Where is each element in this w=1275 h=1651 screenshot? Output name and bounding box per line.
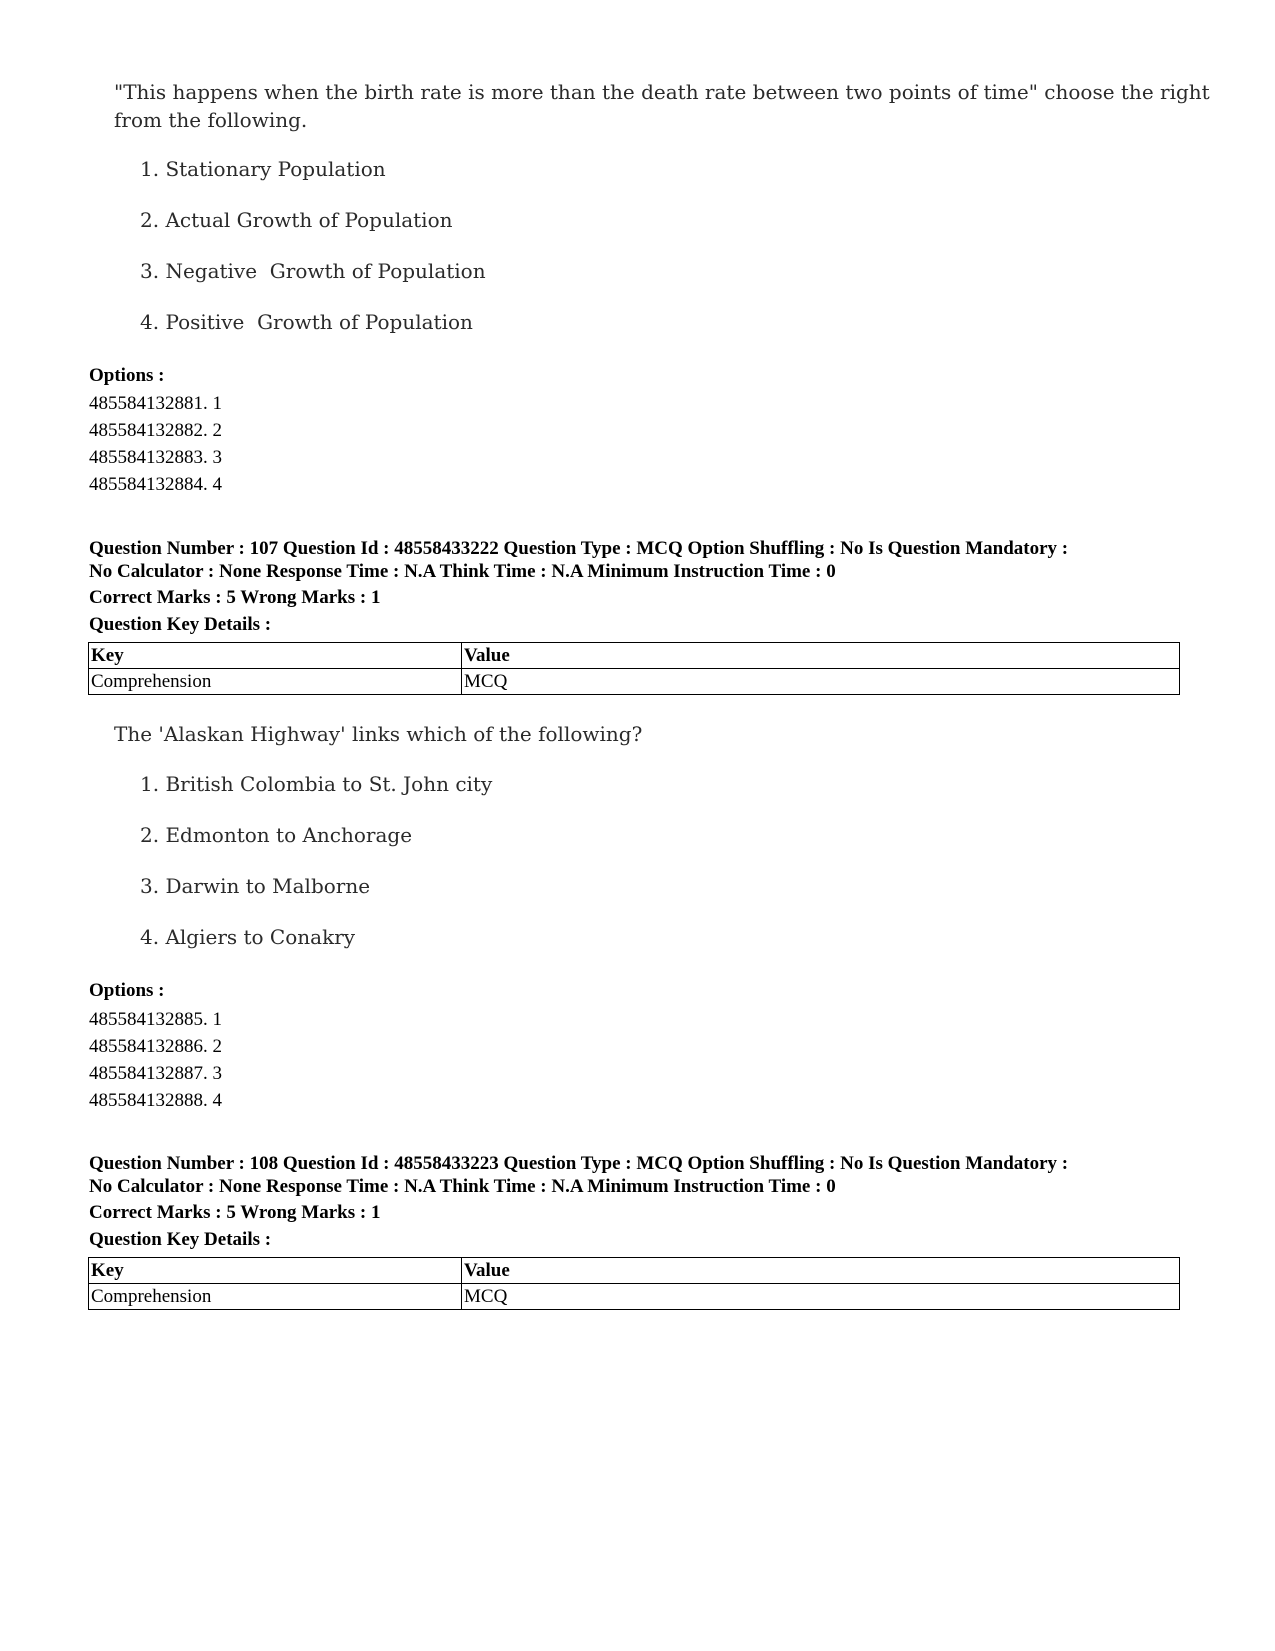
answer-choice: 1. Stationary Population: [140, 157, 386, 181]
option-item: 485584132885. 1: [89, 1009, 222, 1030]
key-details-table: [88, 1257, 1180, 1310]
answer-choice: 3. Negative Growth of Population: [140, 259, 486, 283]
answer-choice: 4. Positive Growth of Population: [140, 310, 473, 334]
table-cell: MCQ: [462, 669, 1180, 695]
question-meta: [89, 537, 1068, 583]
question-prompt-line: "This happens when the birth rate is more than the death rate between two points of time" choose the right: [114, 80, 1210, 104]
answer-choice: 3. Darwin to Malborne: [140, 874, 371, 898]
table-header-cell: Key: [89, 643, 462, 669]
table-row: [89, 1284, 1180, 1310]
option-item: 485584132882. 2: [89, 420, 222, 441]
key-details-heading: Question Key Details :: [89, 1229, 272, 1250]
question-meta-line: Question Number : 108 Question Id : 48558433223 Question Type : MCQ Option Shuffling : No Is Question Mandatory :: [89, 1153, 1069, 1174]
table-cell: Comprehension: [89, 1284, 462, 1310]
table-row: [89, 669, 1180, 695]
answer-choice: 2. Edmonton to Anchorage: [140, 823, 413, 847]
table-header-row: [89, 1258, 1180, 1284]
question-prompt: [114, 720, 642, 748]
option-item: 485584132881. 1: [89, 393, 222, 414]
question-prompt-line: The 'Alaskan Highway' links which of the following?: [114, 722, 643, 746]
answer-choice: 4. Algiers to Conakry: [140, 925, 356, 949]
answer-choice: 1. British Colombia to St. John city: [140, 772, 493, 796]
question-meta: [89, 1152, 1068, 1198]
question-marks: Correct Marks : 5 Wrong Marks : 1: [89, 587, 381, 608]
question-prompt: [114, 78, 1210, 134]
option-item: 485584132886. 2: [89, 1036, 222, 1057]
answer-choice: 2. Actual Growth of Population: [140, 208, 453, 232]
question-meta-line: No Calculator : None Response Time : N.A Think Time : N.A Minimum Instruction Time : 0: [89, 561, 836, 582]
table-header-row: [89, 643, 1180, 669]
option-item: 485584132888. 4: [89, 1090, 222, 1111]
table-header-cell: Value: [462, 1258, 1180, 1284]
table-cell: Comprehension: [89, 669, 462, 695]
table-header-cell: Value: [462, 643, 1180, 669]
key-details-table: [88, 642, 1180, 695]
options-list: [89, 1006, 222, 1114]
question-meta-line: Question Number : 107 Question Id : 48558433222 Question Type : MCQ Option Shuffling : No Is Question Mandatory :: [89, 538, 1069, 559]
option-item: 485584132887. 3: [89, 1063, 222, 1084]
options-heading: Options :: [89, 365, 165, 386]
options-heading: Options :: [89, 980, 165, 1001]
table-header-cell: Key: [89, 1258, 462, 1284]
option-item: 485584132883. 3: [89, 447, 222, 468]
options-list: [89, 390, 222, 498]
question-prompt-line: from the following.: [114, 108, 308, 132]
question-marks: Correct Marks : 5 Wrong Marks : 1: [89, 1202, 381, 1223]
option-item: 485584132884. 4: [89, 474, 222, 495]
table-cell: MCQ: [462, 1284, 1180, 1310]
key-details-heading: Question Key Details :: [89, 614, 272, 635]
question-meta-line: No Calculator : None Response Time : N.A Think Time : N.A Minimum Instruction Time : 0: [89, 1176, 836, 1197]
